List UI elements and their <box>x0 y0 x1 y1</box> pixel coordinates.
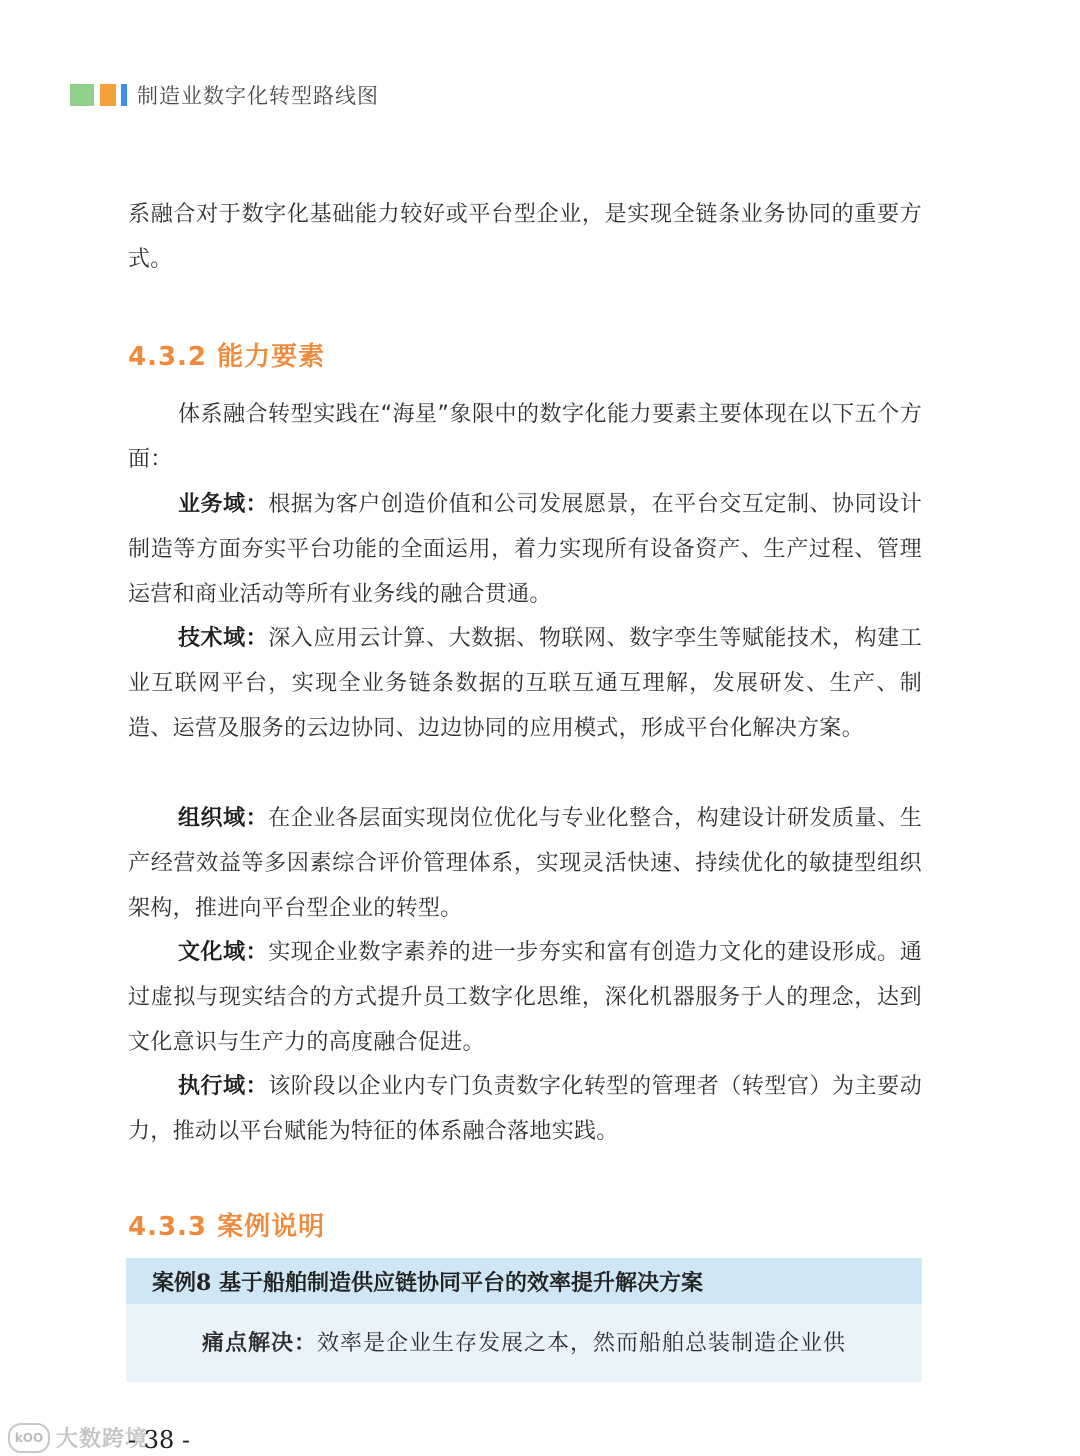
domain-label: 组织域： <box>178 806 269 831</box>
domain-paragraph-organization <box>128 796 922 931</box>
domain-paragraph-execution <box>128 1064 922 1154</box>
page-footer <box>0 1418 300 1456</box>
header-blue-bar <box>121 84 127 106</box>
domain-label: 技术域： <box>178 626 269 651</box>
domain-paragraph-business <box>128 482 922 617</box>
header-green-square <box>70 84 94 106</box>
header-title: 制造业数字化转型路线图 <box>137 84 379 108</box>
case-body <box>126 1304 922 1357</box>
watermark-text: 大数跨境 <box>56 1427 149 1452</box>
case-label: 痛点解决： <box>202 1330 318 1356</box>
domain-label: 文化域： <box>178 940 269 965</box>
running-header <box>70 82 379 108</box>
case-title: 案例8 基于船舶制造供应链协同平台的效率提升解决方案 <box>126 1258 922 1304</box>
watermark <box>8 1422 148 1453</box>
section-heading-4-3-3: 4.3.3 案例说明 <box>128 1212 326 1242</box>
header-orange-square <box>100 84 116 106</box>
domain-text: 在企业各层面实现岗位优化与专业化整合，构建设计研发质量、生产经营效益等多因素综合评价管理体系，实现灵活快速、持续优化的敏捷型组织架构，推进向平台型企业的转型。 <box>128 806 923 921</box>
page-number: - 38 - <box>128 1426 191 1454</box>
domain-text: 实现企业数字素养的进一步夯实和富有创造力文化的建设形成。通过虚拟与现实结合的方式提升员工数字化思维，深化机器服务于人的理念，达到文化意识与生产力的高度融合促进。 <box>128 940 923 1055</box>
section-heading-4-3-2: 4.3.2 能力要素 <box>128 342 326 372</box>
case-box <box>126 1258 922 1382</box>
case-text: 效率是企业生存发展之本，然而船舶总装制造企业供 <box>317 1331 847 1356</box>
domain-label: 执行域： <box>178 1074 269 1099</box>
domain-text: 该阶段以企业内专门负责数字化转型的管理者（转型官）为主要动力，推动以平台赋能为特征的体系融合落地实践。 <box>128 1074 923 1144</box>
domain-paragraph-technology <box>128 616 922 751</box>
domain-paragraph-culture <box>128 930 922 1065</box>
domain-label: 业务域： <box>178 492 269 517</box>
watermark-logo-icon: kOO <box>8 1423 50 1453</box>
section-lead-paragraph: 体系融合转型实践在“海星”象限中的数字化能力要素主要体现在以下五个方面： <box>128 402 922 472</box>
domain-text: 根据为客户创造价值和公司发展愿景，在平台交互定制、协同设计制造等方面夯实平台功能的全面运用，着力实现所有设备资产、生产过程、管理运营和商业活动等所有业务线的融合贯通。 <box>128 492 923 607</box>
intro-paragraph: 系融合对于数字化基础能力较好或平台型企业，是实现全链条业务协同的重要方式。 <box>128 202 922 272</box>
domain-text: 深入应用云计算、大数据、物联网、数字孪生等赋能技术，构建工业互联网平台，实现全业务链条数据的互联互通互理解，发展研发、生产、制造、运营及服务的云边协同、边边协同的应用模式，形成平台化解决方案。 <box>128 626 923 741</box>
